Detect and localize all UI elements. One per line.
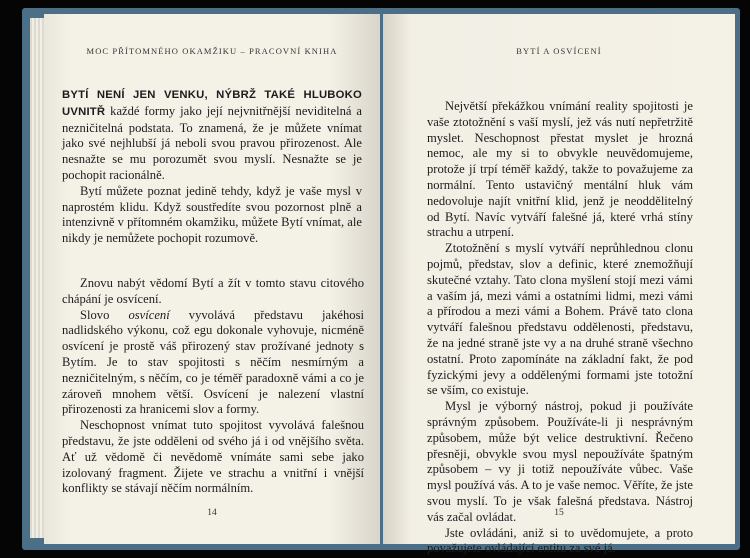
- left-paragraph-2: [62, 308, 364, 419]
- left-page-number: 14: [207, 508, 217, 518]
- right-paragraph-3: Mysl je výborný nástroj, pokud ji používáte správným způsobem. Používáte-li ji nesprávným způsobem, může být velice destruktivní. Řečeno přesněji, obvykle svou mysl nepoužíváte špatným způsobem – vy ji totiž nepoužíváte vůbec. Vaše mysl používá vás. A to je vaše nemoc. Věříte, že jste svou myslí. To je však falešná představa. Nástroj vás začal ovládat.: [427, 399, 693, 524]
- p2-emphasis: osvícení: [128, 307, 170, 322]
- box-paragraph-2: Bytí můžete poznat jedině tehdy, když je vaše mysl v naprostém klidu. Když soustředíte svou pozornost plně a intenzivně v přítomném okamžiku, můžete Bytí vnímat, ale nikdy je nemůžete pochopit rozumově.: [62, 183, 362, 246]
- right-paragraph-4: Jste ovládáni, aniž si to uvědomujete, a proto považujete ovládající entitu za své já.: [427, 525, 693, 556]
- left-running-head: MOC PŘÍTOMNÉHO OKAMŽIKU – PRACOVNÍ KNIHA: [86, 46, 338, 56]
- right-main-text: [383, 99, 735, 557]
- left-paragraph-3: Neschopnost vnímat tuto spojitost vyvolává falešnou představu, že jste odděleni od svého já i od vnějšího světa. Ať už vědomě či nevědomě vnímáte sami sebe jako izolovaný fragment. Žijete ve strachu a vnitřní i vnější konflikty se stávají něčím normálním.: [62, 418, 364, 496]
- p2-before: Slovo: [80, 307, 129, 322]
- right-paragraph-1: Největší překážkou vnímání reality spojitosti je vaše ztotožnění s vaší myslí, jež vás nutí nepřetržitě myslet. Neschopnost přestat myslet je hrozná nemoc, ale my si to obvykle neuvědomujeme, protože jí trpí téměř každý, takže to považujeme za normální. Tento ustavičný mentální hluk vám nedovoluje najít vnitřní klid, jenž je neoddělitelný od Bytí. Navíc vytváří falešné já, které vrhá stíny strachu a utrpení.: [427, 99, 693, 240]
- box-rest: každé formy jako její nejvnitřnější neviditelná a nezničitelná podstata. To znamená, že je můžete vnímat jako své nejhlubší já neboli svou pravou přirozenost. Ale nesnažte se mu porozumět svou myslí. Nesnažte se je pochopit racionálně.: [62, 103, 362, 182]
- p2-after: vyvolává představu jakéhosi nadlidského výkonu, což egu dokonale vyhovuje, nicméně osvícení je prostě váš přirozený stav prožívané jednoty s Bytím. Je to stav spojitosti s něčím nesmírným a nezničitelným, s něčím, co je téměř paradoxně vámi a co je zároveň mnohem větší. Osvícení je nalezení vlastní přirozenosti za hranicemi slov a formy.: [62, 307, 364, 417]
- right-page-number: 15: [554, 508, 564, 518]
- left-box-text: [44, 87, 380, 247]
- left-page: [44, 14, 380, 544]
- right-page: [383, 14, 735, 556]
- left-paragraph-1: Znovu nabýt vědomí Bytí a žít v tomto stavu citového chápání je osvícení.: [62, 276, 364, 306]
- box-lead: BYTÍ NENÍ JEN VENKU, NÝBRŽ TAKÉ HLUBOKO UVNITŘ: [62, 89, 362, 118]
- left-main-text: [44, 276, 380, 497]
- box-paragraph-1: [62, 87, 362, 184]
- right-paragraph-2: Ztotožnění s myslí vytváří neprůhlednou clonu pojmů, představ, slov a definic, které znemožňují skutečné vztahy. Tato clona myšlení stojí mezi vámi a vaším já, mezi vámi a ostatními lidmi, mezi vámi a přírodou a mezi vámi a Bohem. Právě tato clona vytváří falešnou představu oddělenosti, představu, že na jedné straně jste vy a na druhé straně všechno ostatní. Proto zapomínáte na základní fakt, že pod fyzickými jevy a oddělenými formami jste totožní se vším, co existuje.: [427, 241, 693, 398]
- right-running-head: BYTÍ A OSVÍCENÍ: [516, 46, 602, 56]
